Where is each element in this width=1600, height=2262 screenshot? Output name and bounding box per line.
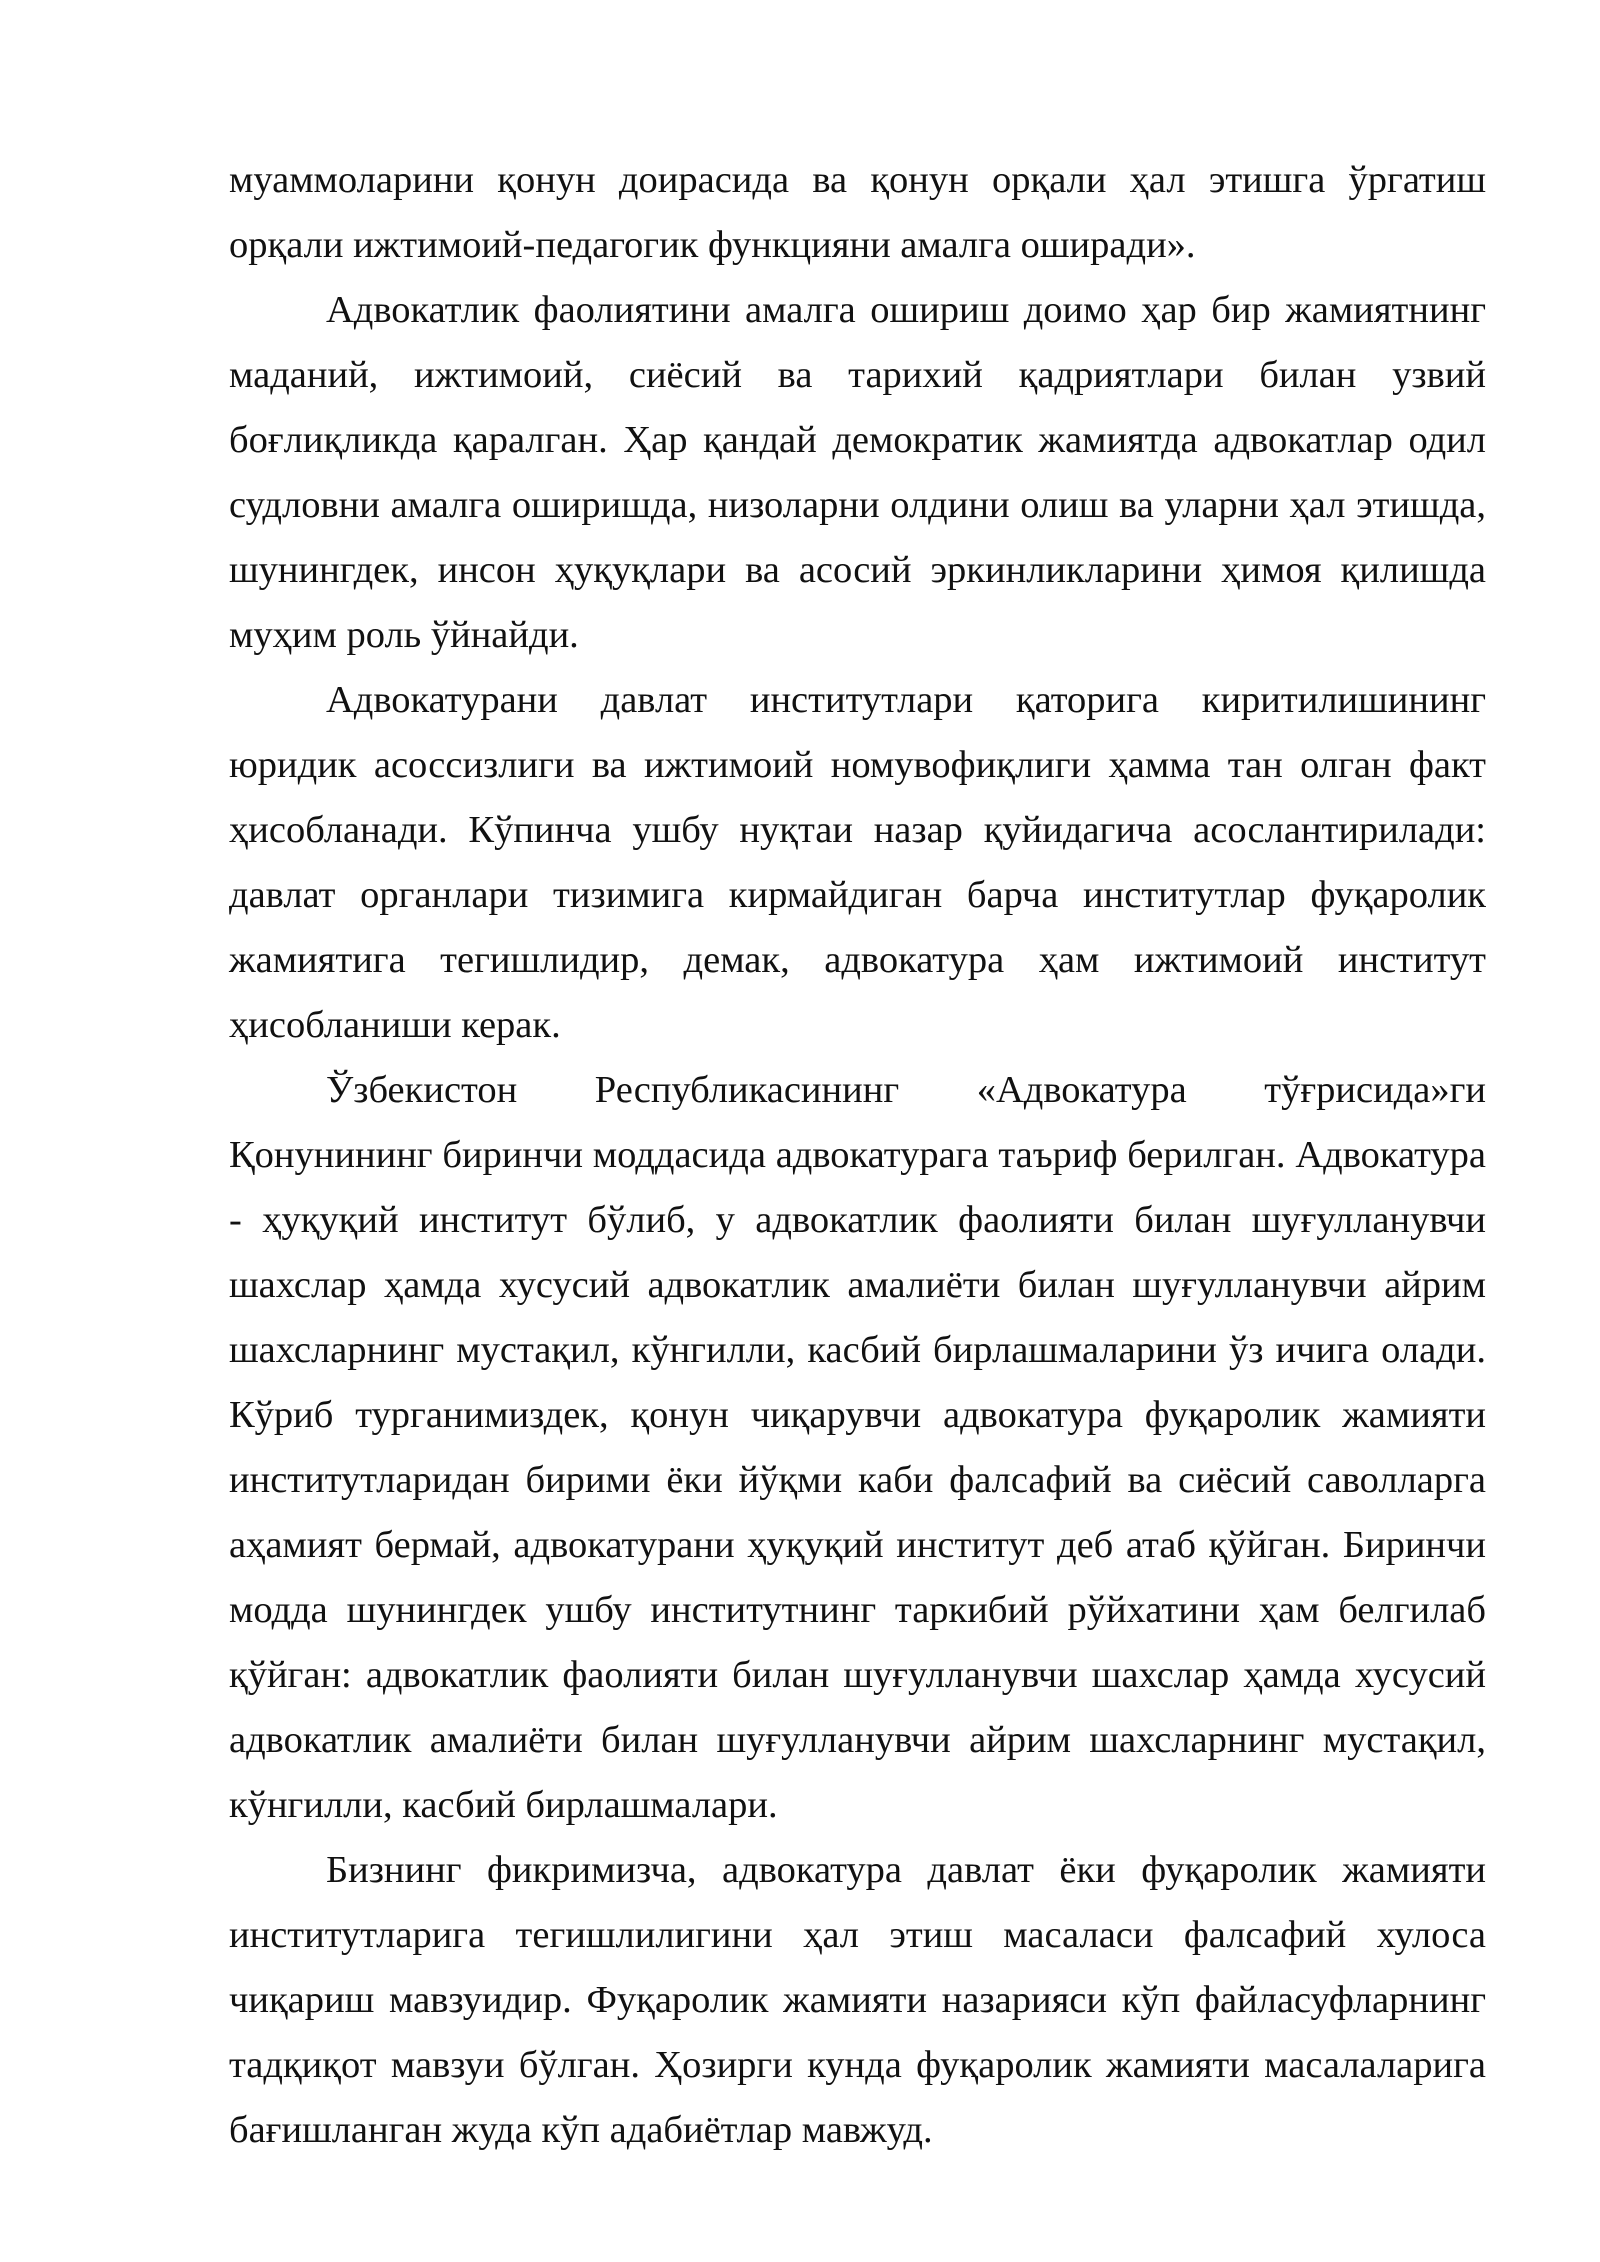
- paragraph: Адвокатлик фаолиятини амалга ошириш доимо ҳар бир жамиятнинг маданий, ижтимоий, сиёсий ва тарихий қадриятлари билан узвий боғлиқликда қаралган. Ҳар қандай демократик жамиятда адвокатлар одил судловни амалга оширишда, низоларни олдини олиш ва уларни ҳал этишда, шунингдек, инсон ҳуқуқлари ва асосий эркинликларини ҳимоя қилишда муҳим роль ўйнайди.: [229, 289, 1486, 656]
- paragraph: Ўзбекистон Республикасининг «Адвокатура тўғрисида»ги Қонунининг биринчи моддасида адвокатурага таъриф берилган. Адвокатура - ҳуқуқий институт бўлиб, у адвокатлик фаолияти билан шуғулланувчи шахслар ҳамда хусусий адвокатлик амалиёти билан шуғулланувчи айрим шахсларнинг мустақил, кўнгилли, касбий бирлашмаларини ўз ичига олади. Кўриб турганимиздек, қонун чиқарувчи адвокатура фуқаролик жамияти институтларидан бирими ёки йўқми каби фалсафий ва сиёсий саволларга аҳамият бермай, адвокатурани ҳуқуқий институт деб атаб қўйган. Биринчи модда шунингдек ушбу институтнинг таркибий рўйхатини ҳам белгилаб қўйган: адвокатлик фаолияти билан шуғулланувчи шахслар ҳамда хусусий адвокатлик амалиёти билан шуғулланувчи айрим шахсларнинг мустақил, кўнгилли, касбий бирлашмалари.: [229, 1069, 1486, 1826]
- paragraph-continuation: муаммоларини қонун доирасида ва қонун орқали ҳал этишга ўргатиш орқали ижтимоий-педагогик функцияни амалга оширади».: [229, 159, 1486, 266]
- paragraph: Бизнинг фикримизча, адвокатура давлат ёки фуқаролик жамияти институтларига тегишлилигини ҳал этиш масаласи фалсафий хулоса чиқариш мавзуидир. Фуқаролик жамияти назарияси кўп файласуфларнинг тадқиқот мавзуи бўлган. Ҳозирги кунда фуқаролик жамияти масалаларига бағишланган жуда кўп адабиётлар мавжуд.: [229, 1849, 1486, 2151]
- paragraph: Адвокатурани давлат институтлари қаторига киритилишининг юридик асоссизлиги ва ижтимоий номувофиқлиги ҳамма тан олган факт ҳисобланади. Кўпинча ушбу нуқтаи назар қуйидагича асослантирилади: давлат органлари тизимига кирмайдиган барча институтлар фуқаролик жамиятига тегишлидир, демак, адвокатура ҳам ижтимоий институт ҳисобланиши керак.: [229, 679, 1486, 1046]
- document-body: [229, 148, 1486, 2163]
